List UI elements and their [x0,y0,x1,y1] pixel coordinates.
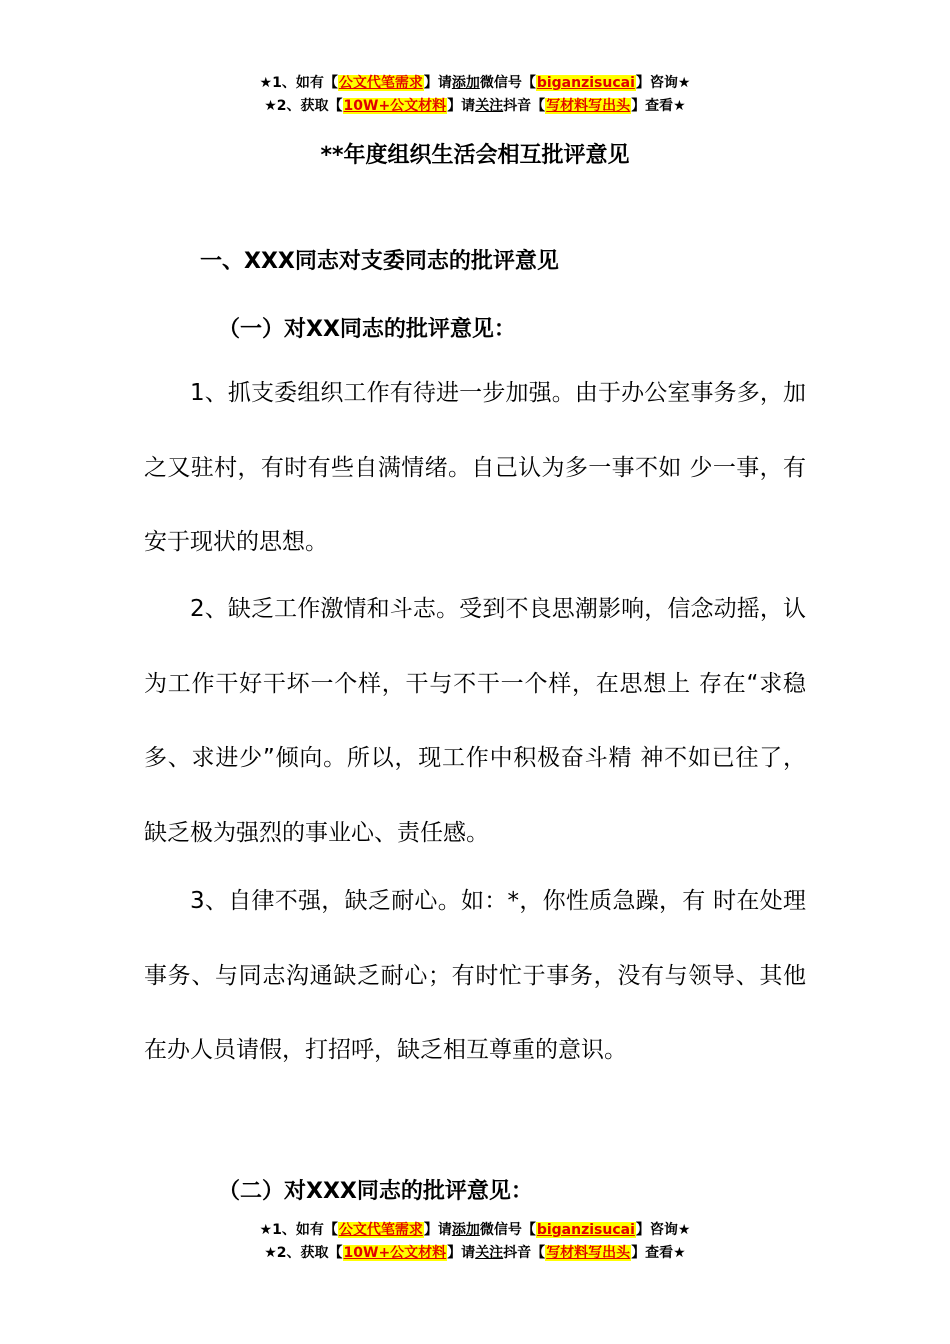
ad-highlight: 公文代笔需求 [338,75,423,91]
body-paragraph: 3、自律不强，缺乏耐心。如：*，你性质急躁，有 时在处理事务、与同志沟通缺乏耐心；有时忙于事务，没有与领导、其他在办人员请假，打招呼，缺乏相互尊重的意识。 [144,888,806,1063]
subsection-heading: （一）对XX同志的批评意见： [218,317,516,342]
body-paragraph: 1、抓支委组织工作有待进一步加强。由于办公室事务多，加之又驻村，有时有些自满情绪。自己认为多一事不如 少一事，有安于现状的思想。 [144,380,806,555]
ad-line-2: ★2、获取【10W+公文材料】请关注抖音【写材料写出头】查看★ [264,98,686,114]
header-ad-banner [0,72,950,118]
body-paragraph: 2、缺乏工作激情和斗志。受到不良思潮影响，信念动摇，认为工作干好干坏一个样，干与不干一个样，在思想上 存在“求稳多、求进少”倾向。所以，现工作中积极奋斗精 神不如已往了，缺乏极为强烈的事业心、责任感。 [144,596,806,846]
ad-line-1: ★1、如有【公文代笔需求】请添加微信号【biganzisucai】咨询★ [259,75,691,91]
ad-line-2: ★2、获取【10W+公文材料】请关注抖音【写材料写出头】查看★ [264,1245,686,1261]
ad-highlight: 公文代笔需求 [338,1222,423,1238]
ad-highlight: 写材料写出头 [546,98,631,114]
ad-line-1: ★1、如有【公文代笔需求】请添加微信号【biganzisucai】咨询★ [259,1222,691,1238]
section-heading: 一、XXX同志对支委同志的批评意见 [200,249,559,274]
subsection-heading: （二）对XXX同志的批评意见： [218,1179,533,1204]
ad-highlight: 写材料写出头 [546,1245,631,1261]
footer-ad-banner [0,1219,950,1265]
ad-highlight: biganzisucai [536,75,635,91]
ad-highlight: 10W+公文材料 [343,98,447,114]
ad-highlight: biganzisucai [536,1222,635,1238]
document-title: **年度组织生活会相互批评意见 [320,143,630,168]
ad-highlight: 10W+公文材料 [343,1245,447,1261]
